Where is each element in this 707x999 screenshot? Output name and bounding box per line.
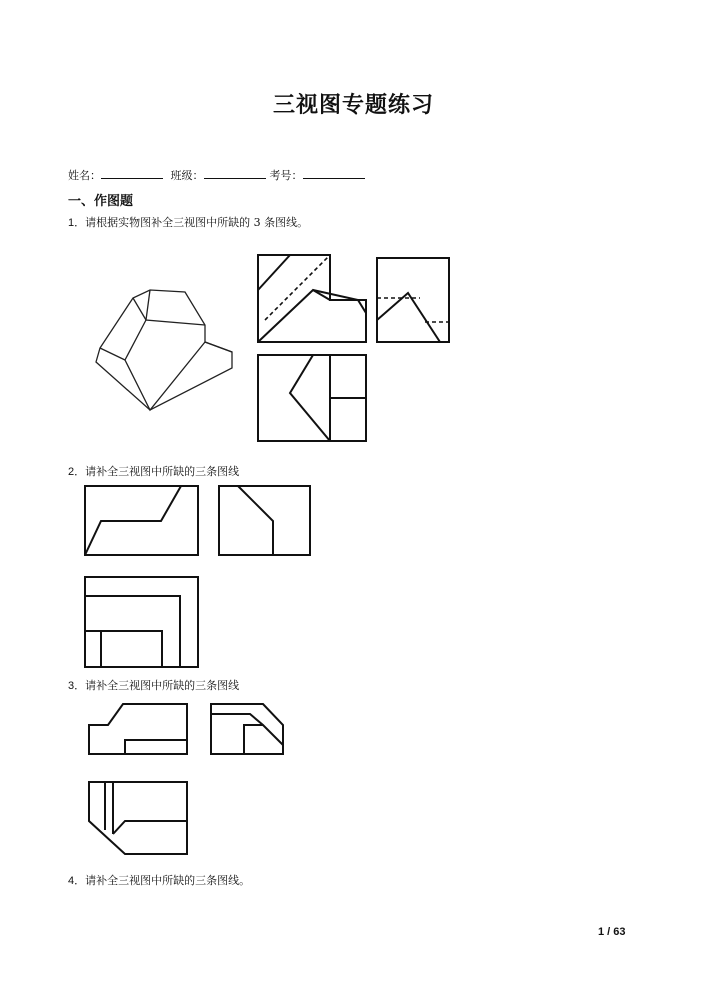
q2-side-view — [219, 486, 310, 555]
q3-top-view — [89, 782, 187, 854]
name-label: 姓名： — [68, 169, 101, 182]
question-text: 请补全三视图中所缺的三条图线 — [85, 465, 240, 478]
exam-label: 考号： — [269, 169, 303, 182]
question-number: 1． — [68, 217, 86, 229]
question-text: 请补全三视图中所缺的三条图线 — [85, 679, 240, 692]
question-number: 3． — [68, 680, 86, 692]
page-title: 三视图专题练习 — [272, 93, 434, 118]
q1-isometric-object — [96, 290, 232, 410]
q3-side-view — [211, 704, 283, 754]
q1-front-view — [258, 255, 366, 342]
class-label: 班级： — [170, 169, 204, 182]
question-number: 4． — [68, 875, 86, 887]
question-text: 请补全三视图中所缺的三条图线。 — [85, 874, 251, 887]
section-heading: 一、作图题 — [68, 194, 134, 209]
question-text: 请根据实物图补全三视图中所缺的 3 条图线。 — [85, 216, 309, 229]
q1-top-view — [258, 355, 366, 441]
q3-front-view — [89, 704, 187, 754]
q2-top-view — [85, 577, 198, 667]
q2-front-view — [85, 486, 198, 555]
q1-side-view — [377, 258, 449, 342]
question-number: 2． — [68, 466, 86, 478]
page-number: 1 / 63 — [598, 926, 626, 938]
